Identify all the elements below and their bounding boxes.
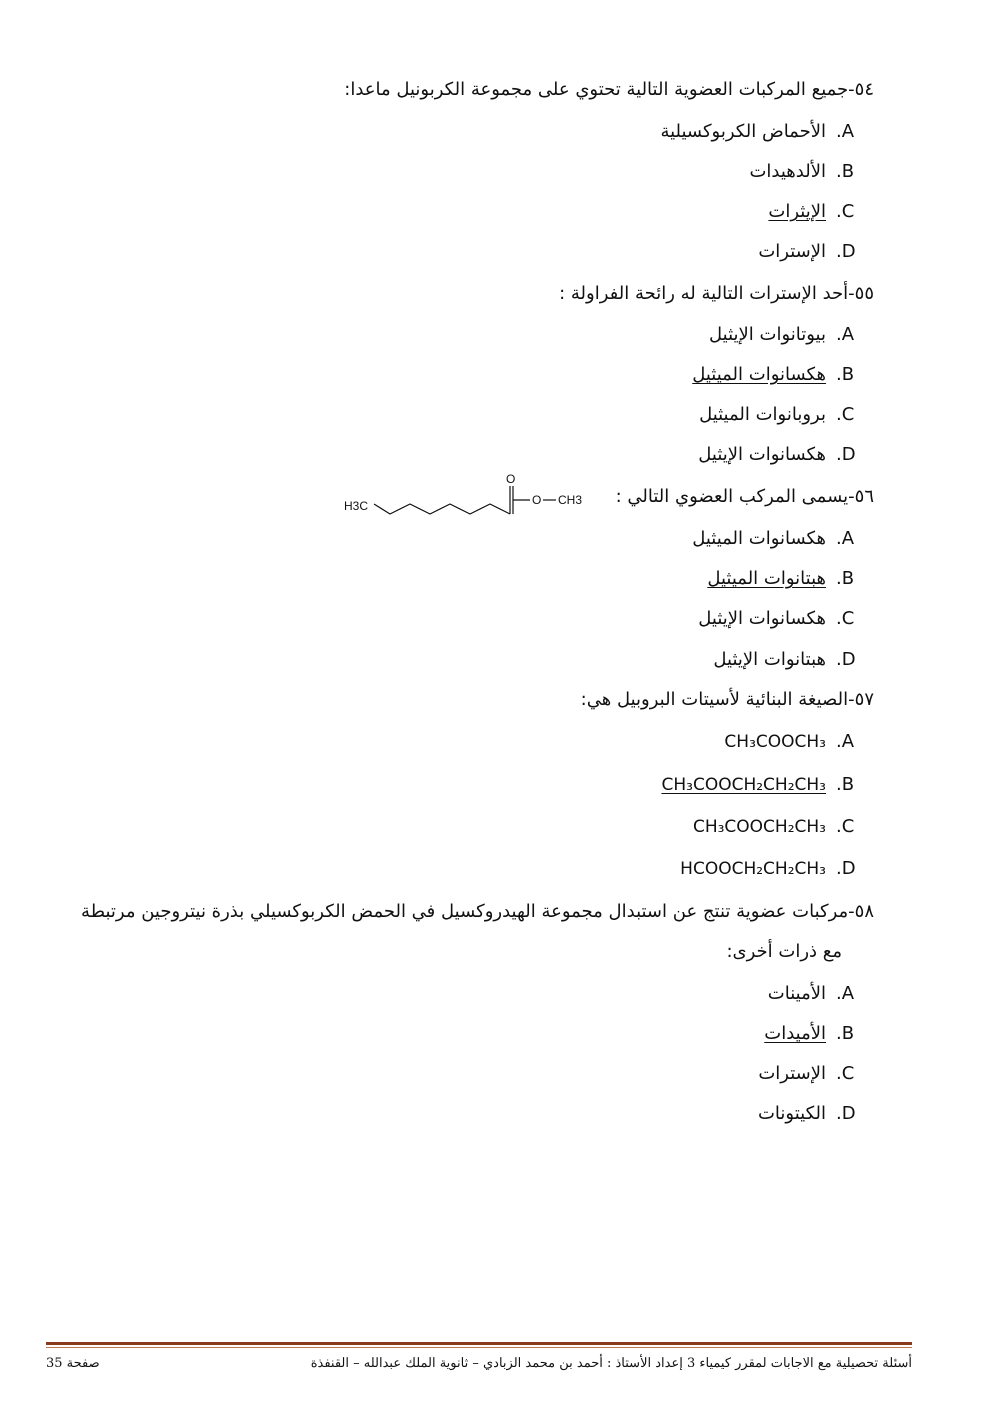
option-text: الأمينات bbox=[767, 983, 826, 1004]
option-letter: .D bbox=[836, 858, 856, 879]
option-57-b[interactable] bbox=[661, 773, 874, 797]
option-text: الكيتونات bbox=[757, 1103, 826, 1124]
option-58-d[interactable] bbox=[758, 1102, 874, 1126]
question-number: ٥٥- bbox=[848, 283, 874, 304]
option-54-a[interactable] bbox=[660, 120, 874, 144]
methyl-heptanoate-structure bbox=[330, 468, 592, 518]
option-56-a[interactable] bbox=[692, 527, 874, 551]
correct-option-text: هكسانوات الميثيل bbox=[692, 364, 826, 385]
question-text: مركبات عضوية تنتج عن استبدال مجموعة الهيدروكسيل في الحمض الكربوكسيلي بذرة نيتروجين مرتبطة bbox=[81, 901, 849, 922]
correct-option-text: الإيثرات bbox=[768, 201, 826, 222]
footer-divider bbox=[46, 1342, 912, 1345]
page-footer bbox=[46, 1356, 912, 1378]
option-57-d[interactable] bbox=[680, 857, 874, 881]
footer-divider-thin bbox=[46, 1347, 912, 1348]
option-letter: .D bbox=[836, 241, 856, 262]
option-58-c[interactable] bbox=[758, 1062, 874, 1086]
page-number: صفحة 35 bbox=[46, 1356, 100, 1371]
option-letter: .B bbox=[836, 774, 855, 795]
option-54-c[interactable] bbox=[768, 200, 874, 224]
option-letter: .D bbox=[836, 649, 856, 670]
option-text: بروبانوات الميثيل bbox=[699, 404, 826, 425]
option-54-b[interactable] bbox=[749, 160, 874, 184]
option-letter: .A bbox=[836, 121, 855, 142]
option-text: هبتانوات الإيثيل bbox=[713, 649, 826, 670]
question-54 bbox=[344, 78, 874, 102]
question-text: مع ذرات أخرى: bbox=[726, 941, 842, 962]
option-text: هكسانوات الإيثيل bbox=[698, 608, 826, 629]
option-57-c[interactable] bbox=[693, 815, 874, 839]
question-number: ٥٤- bbox=[848, 79, 874, 100]
question-text: أحد الإسترات التالية له رائحة الفراولة : bbox=[559, 283, 849, 304]
h3c-label: H3C bbox=[344, 499, 369, 513]
option-letter: .D bbox=[836, 1103, 856, 1124]
option-55-c[interactable] bbox=[699, 403, 874, 427]
question-number: ٥٨- bbox=[848, 901, 874, 922]
question-number: ٥٦- bbox=[848, 486, 874, 507]
option-letter: .B bbox=[836, 1023, 855, 1044]
option-letter: .D bbox=[836, 444, 856, 465]
option-formula: CH₃COOCH₃ bbox=[724, 732, 826, 752]
correct-option-text: الأميدات bbox=[764, 1023, 826, 1044]
correct-option-text: هبتانوات الميثيل bbox=[707, 568, 826, 589]
ester-oxygen-label: O bbox=[532, 493, 542, 507]
option-text: الألدهيدات bbox=[749, 161, 826, 182]
correct-option-formula: CH₃COOCH₂CH₂CH₃ bbox=[661, 775, 826, 795]
carbon-chain bbox=[374, 504, 510, 514]
option-letter: .C bbox=[836, 608, 855, 629]
option-text: هكسانوات الميثيل bbox=[692, 528, 826, 549]
ch3-label: CH3 bbox=[558, 493, 583, 507]
question-58-continued bbox=[726, 940, 842, 964]
question-55 bbox=[559, 282, 874, 306]
question-number: ٥٧- bbox=[848, 689, 874, 710]
question-58 bbox=[81, 900, 874, 924]
option-letter: .C bbox=[836, 1063, 855, 1084]
option-formula: CH₃COOCH₂CH₃ bbox=[692, 817, 826, 837]
footer-text: أسئلة تحصيلية مع الاجابات لمقرر كيمياء 3 إعداد الأستاذ : أحمد بن محمد الزبادي – ثانوية الملك عبدالله – القنفذة bbox=[310, 1356, 912, 1371]
option-letter: .B bbox=[836, 364, 855, 385]
question-57 bbox=[581, 688, 874, 712]
option-text: الإسترات bbox=[758, 1063, 826, 1084]
option-letter: .A bbox=[836, 324, 855, 345]
option-56-b[interactable] bbox=[707, 567, 874, 591]
option-55-d[interactable] bbox=[698, 443, 874, 467]
option-58-b[interactable] bbox=[764, 1022, 874, 1046]
carbonyl-oxygen-label: O bbox=[506, 472, 516, 486]
option-letter: .B bbox=[836, 161, 855, 182]
option-letter: .C bbox=[836, 816, 855, 837]
option-text: هكسانوات الإيثيل bbox=[698, 444, 826, 465]
option-58-a[interactable] bbox=[768, 982, 874, 1006]
option-formula: HCOOCH₂CH₂CH₃ bbox=[680, 859, 826, 879]
option-letter: .A bbox=[836, 983, 855, 1004]
option-55-b[interactable] bbox=[692, 363, 874, 387]
option-letter: .C bbox=[836, 201, 855, 222]
question-text: جميع المركبات العضوية التالية تحتوي على مجموعة الكربونيل ماعدا: bbox=[344, 79, 849, 100]
question-56 bbox=[616, 485, 874, 509]
option-letter: .A bbox=[836, 731, 855, 752]
option-text: الإسترات bbox=[758, 241, 826, 262]
option-letter: .B bbox=[836, 568, 855, 589]
option-54-d[interactable] bbox=[758, 240, 874, 264]
option-letter: .A bbox=[836, 528, 855, 549]
question-text: الصيغة البنائية لأسيتات البروبيل هي: bbox=[580, 689, 849, 710]
option-text: الأحماض الكربوكسيلية bbox=[660, 121, 826, 142]
option-56-c[interactable] bbox=[698, 607, 874, 631]
option-55-a[interactable] bbox=[709, 323, 874, 347]
option-56-d[interactable] bbox=[713, 648, 874, 672]
option-57-a[interactable] bbox=[724, 730, 874, 754]
option-text: بيوتانوات الإيثيل bbox=[709, 324, 826, 345]
question-text: يسمى المركب العضوي التالي : bbox=[615, 486, 849, 507]
option-letter: .C bbox=[836, 404, 855, 425]
